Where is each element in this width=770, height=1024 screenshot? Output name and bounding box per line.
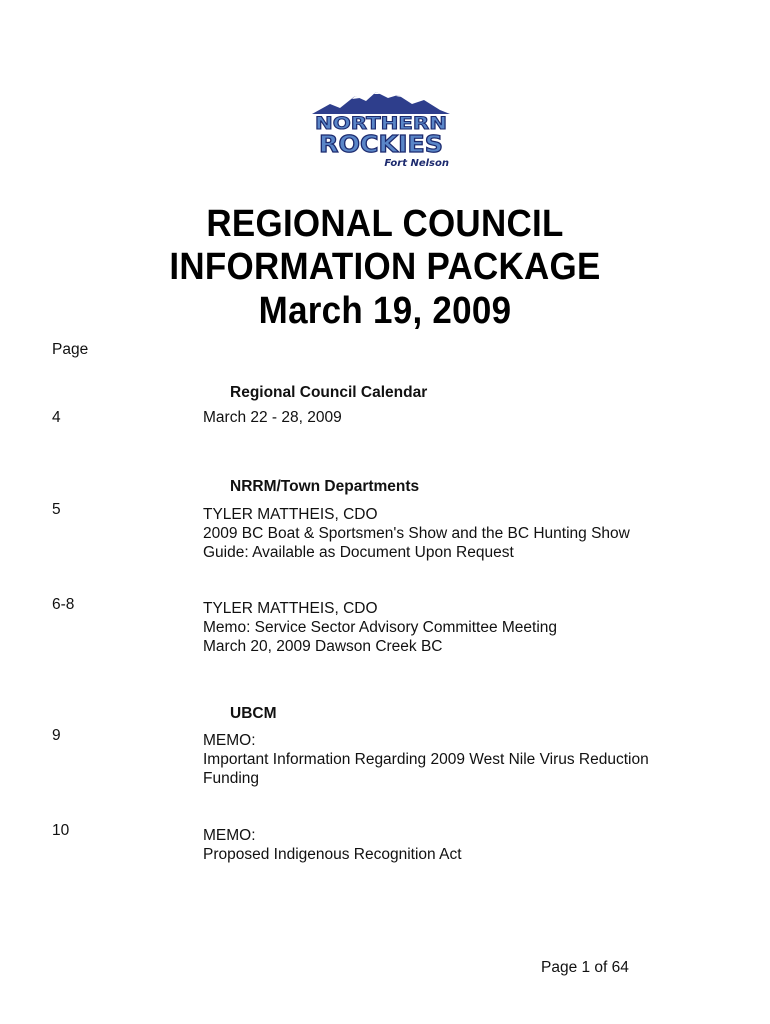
entry-line: Memo: Service Sector Advisory Committee Meeting: [203, 619, 558, 636]
page-number: 4: [52, 409, 61, 426]
page-number: 10: [52, 822, 70, 839]
entry-line: MEMO:: [203, 732, 256, 749]
logo-line2: ROCKIES: [319, 132, 443, 158]
entry-line: MEMO:: [203, 827, 256, 844]
section-heading: NRRM/Town Departments: [230, 478, 420, 495]
title-date: March 19, 2009: [258, 290, 512, 332]
entry-line: 2009 BC Boat & Sportsmen's Show and the BC Hunting Show: [203, 525, 630, 542]
logo-line3: Fort Nelson: [384, 158, 449, 169]
entry-line: Funding: [203, 770, 260, 787]
page-footer: Page 1 of 64: [541, 959, 629, 976]
northern-rockies-logo: [300, 86, 462, 172]
page-number: 6-8: [52, 596, 75, 613]
list-item: [203, 505, 630, 562]
entry-line: Proposed Indigenous Recognition Act: [203, 846, 462, 863]
page-number: 5: [52, 501, 61, 518]
entry-line: TYLER MATTHEIS, CDO: [203, 506, 378, 523]
entry-line: TYLER MATTHEIS, CDO: [203, 600, 378, 617]
page-number: 9: [52, 727, 61, 744]
entry-line: Guide: Available as Document Upon Request: [203, 544, 514, 561]
section-heading: UBCM: [230, 705, 277, 722]
list-item: [203, 826, 462, 864]
page-column-label: Page: [52, 341, 89, 358]
entry-line: March 22 - 28, 2009: [203, 409, 342, 426]
logo-line1: NORTHERN: [315, 114, 447, 134]
entry-line: March 20, 2009 Dawson Creek BC: [203, 638, 443, 655]
mountain-icon: [312, 92, 450, 114]
entry-line: Important Information Regarding 2009 West Nile Virus Reduction: [203, 751, 649, 768]
list-item: [203, 731, 649, 788]
list-item: [203, 599, 557, 656]
title-line-1: REGIONAL COUNCIL: [206, 203, 564, 245]
list-item: [203, 408, 342, 427]
title-line-2: INFORMATION PACKAGE: [169, 246, 601, 288]
section-heading: Regional Council Calendar: [230, 384, 428, 401]
